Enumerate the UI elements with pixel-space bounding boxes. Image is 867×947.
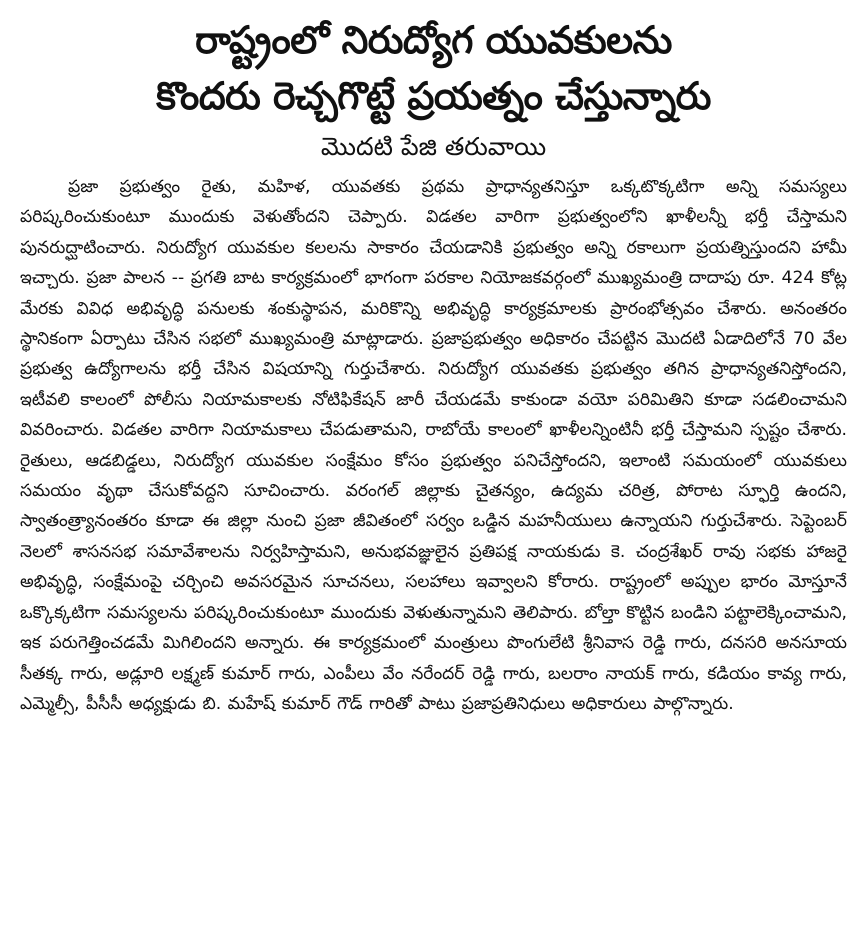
article-headline: [14, 0, 853, 124]
article-body: ప్రజా ప్రభుత్వం రైతు, మహిళ, యువతకు ప్రథమ ప్రాధాన్యతనిస్తూ ఒక్కటొక్కటిగా అన్ని సమస్యలు పరిష్కరించుకుంటూ ముందుకు వెళుతోందని చెప్పారు. విడతల వారిగా ప్రభుత్వంలోని ఖాళీలన్నీ భర్తీ చేస్తామని పునరుద్ఘాటించారు. నిరుద్యోగ యువకుల కలలను సాకారం చేయడానికి ప్రభుత్వం అన్ని రకాలుగా ప్రయత్నిస్తుందని హామీ ఇచ్చారు. ప్రజా పాలన -- ప్రగతి బాట కార్యక్రమంలో భాగంగా పరకాల నియోజకవర్గంలో ముఖ్యమంత్రి దాదాపు రూ. 424 కోట్ల మేరకు వివిధ అభివృద్ధి పనులకు శంకుస్థాపన, మరికొన్ని అభివృద్ధి కార్యక్రమాలకు ప్రారంభోత్సవం చేశారు. అనంతరం స్థానికంగా ఏర్పాటు చేసిన సభలో ముఖ్యమంత్రి మాట్లాడారు. ప్రజాప్రభుత్వం అధికారం చేపట్టిన మొదటి ఏడాదిలోనే 70 వేల ప్రభుత్వ ఉద్యోగాలను భర్తీ చేసిన విషయాన్ని గుర్తుచేశారు. నిరుద్యోగ యువతకు ప్రభుత్వం తగిన ప్రాధాన్యతనిస్తోందని, ఇటీవలి కాలంలో పోలీసు నియామకాలకు నోటిఫికేషన్ జారీ చేయడమే కాకుండా వయో పరిమితిని కూడా సడలించామని వివరించారు. విడతల వారిగా నియామకాలు చేపడుతామని, రాబోయే కాలంలో ఖాళీలన్నింటినీ భర్తీ చేస్తామని స్పష్టం చేశారు. రైతులు, ఆడబిడ్డలు, నిరుద్యోగ యువకుల సంక్షేమం కోసం ప్రభుత్వం పనిచేస్తోందని, ఇలాంటి సమయంలో యువకులు సమయం వృథా చేసుకోవద్దని సూచించారు. వరంగల్ జిల్లాకు చైతన్యం, ఉద్యమ చరిత్ర, పోరాట స్ఫూర్తి ఉందని, స్వాతంత్ర్యానంతరం కూడా ఈ జిల్లా నుంచి ప్రజా జీవితంలో సర్వం ఒడ్డిన మహనీయులు ఉన్నాయని గుర్తుచేశారు. సెప్టెంబర్ నెలలో శాసనసభ సమావేశాలను నిర్వహిస్తామని, అనుభవజ్ఞులైన ప్రతిపక్ష నాయకుడు కె. చంద్రశేఖర్ రావు సభకు హాజరై అభివృద్ధి, సంక్షేమంపై చర్చించి అవసరమైన సూచనలు, సలహాలు ఇవ్వాలని కోరారు. రాష్ట్రంలో అప్పుల భారం మోస్తూనే ఒక్కొక్కటిగా సమస్యలను పరిష్కరించుకుంటూ ముందుకు వెళుతున్నామని తెలిపారు. బోల్తా కొట్టిన బండిని పట్టాలెక్కించామని, ఇక పరుగెత్తించడమే మిగిలిందని అన్నారు. ఈ కార్యక్రమంలో మంత్రులు పొంగులేటి శ్రీనివాస రెడ్డి గారు, దనసరి అనసూయ సీతక్క గారు, అడ్లూరి లక్ష్మణ్ కుమార్ గారు, ఎంపీలు వేం నరేందర్ రెడ్డి గారు, బలరాం నాయక్ గారు, కడియం కావ్య గారు, ఎమ్మెల్సీ, పీసీసీ అధ్యక్షుడు బి. మహేష్ కుమార్ గౌడ్ గారితో పాటు ప్రజాప్రతినిధులు అధికారులు పాల్గొన్నారు.: [20, 177, 847, 714]
continuation-label: మొదటి పేజి తరువాయి: [320, 132, 547, 161]
headline-line-2: కొందరు రెచ్చగొట్టే ప్రయత్నం చేస్తున్నారు: [156, 74, 711, 118]
headline-line-1: రాష్ట్రంలో నిరుద్యోగ యువకులను: [195, 18, 672, 62]
